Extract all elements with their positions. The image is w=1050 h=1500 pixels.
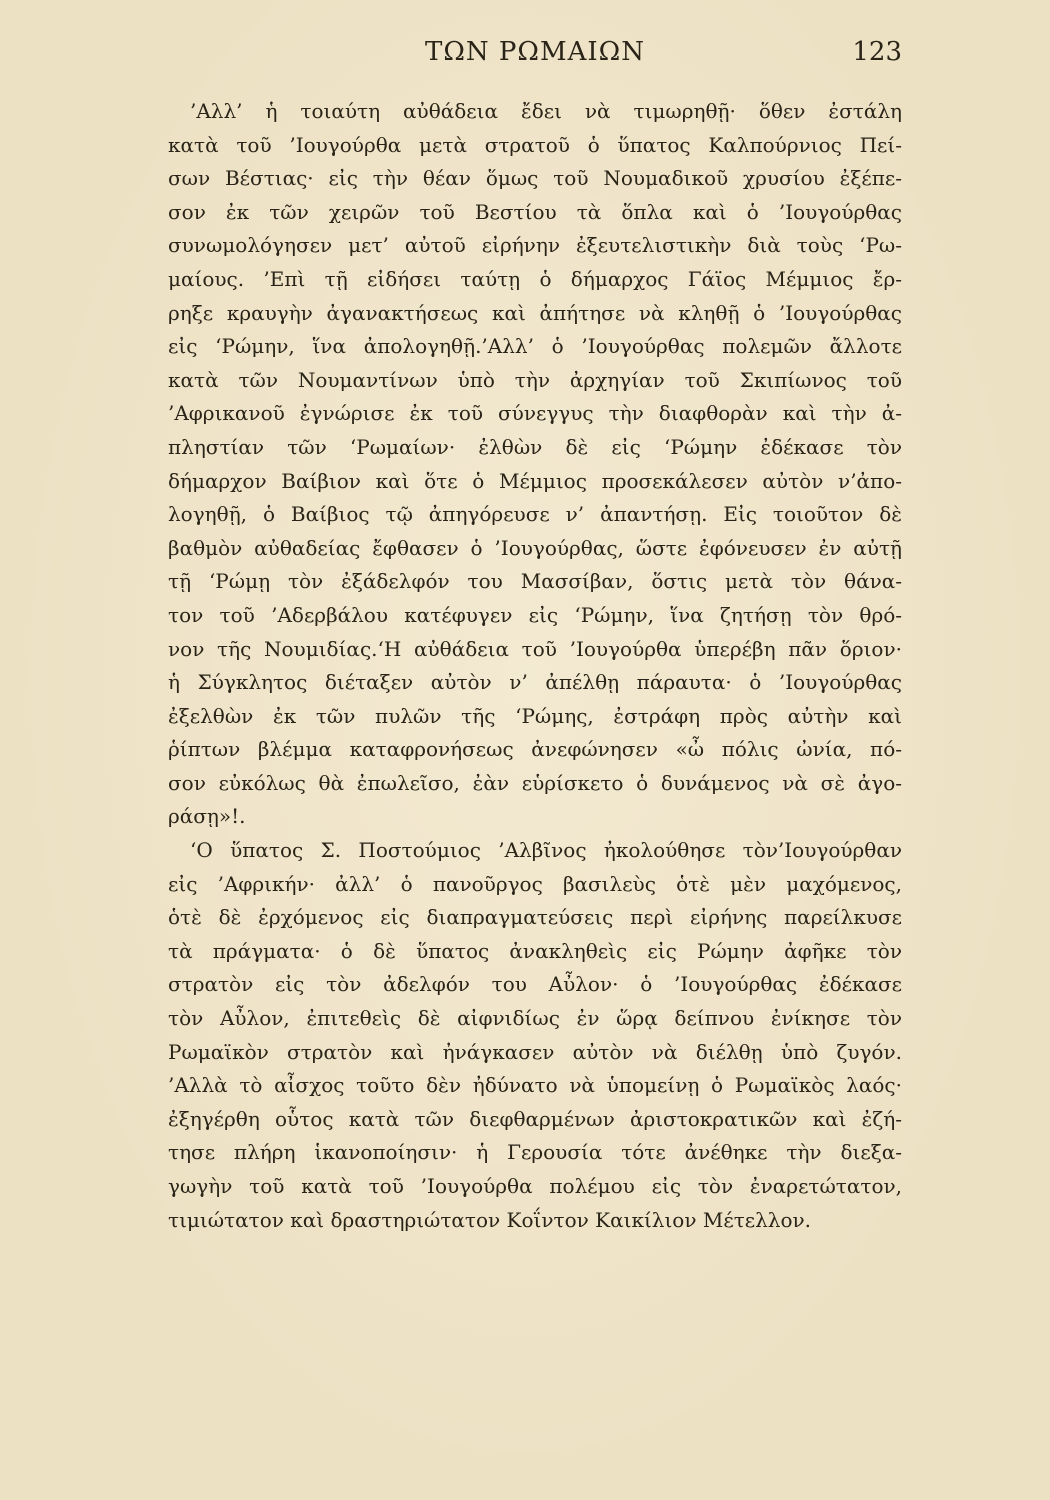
text-line: ὁτὲ δὲ ἐρχόμενος εἰς διαπραγματεύσεις περὶ εἰρήνης παρείλκυσε — [168, 905, 902, 930]
running-head — [168, 32, 902, 72]
text-line: εἰς ‘Ρώμην, ἵνα ἀπολογηθῇ.’Αλλ’ ὁ ’Ιουγούρθας πολεμῶν ἄλλοτε — [168, 334, 902, 359]
text-line: ’Αφρικανοῦ ἐγνώρισε ἐκ τοῦ σύνεγγυς τὴν διαφθορὰν καὶ τὴν ἀ- — [168, 401, 902, 426]
page-number: 123 — [852, 37, 902, 67]
text-line: γωγὴν τοῦ κατὰ τοῦ ’Ιουγούρθα πολέμου εἰς τὸν ἐναρετώτατον, — [168, 1174, 902, 1198]
text-line: νον τῆς Νουμιδίας.‘Η αὐθάδεια τοῦ ’Ιουγούρθα ὑπερέβη πᾶν ὅριον· — [168, 636, 902, 661]
text-line: σων Βέστιας· εἰς τὴν θέαν ὅμως τοῦ Νουμαδικοῦ χρυσίου ἐξέπε- — [168, 166, 902, 191]
text-line: στρατὸν εἰς τὸν ἀδελφόν του Αὖλον· ὁ ’Ιουγούρθας ἐδέκασε — [168, 972, 902, 997]
text-line: ’Αλλὰ τὸ αἶσχος τοῦτο δὲν ἠδύνατο νὰ ὑπομείνῃ ὁ Ρωμαϊκὸς λαός· — [168, 1073, 902, 1098]
text-line: εἰς ’Αφρικήν· ἀλλ’ ὁ πανοῦργος βασιλεὺς ὁτὲ μὲν μαχόμενος, — [168, 871, 902, 896]
text-line: τὰ πράγματα· ὁ δὲ ὕπατος ἀνακληθεὶς εἰς Ρώμην ἀφῆκε τὸν — [168, 938, 902, 963]
text-line: σον ἐκ τῶν χειρῶν τοῦ Βεστίου τὰ ὅπλα καὶ ὁ ’Ιουγούρθας — [168, 199, 902, 224]
text-line: κατὰ τοῦ ’Ιουγούρθα μετὰ στρατοῦ ὁ ὕπατος Καλπούρνιος Πεί- — [168, 132, 902, 157]
text-line: ‘Ο ὕπατος Σ. Ποστούμιος ’Αλβῖνος ἠκολούθησε τὸν’Ιουγούρθαν — [190, 838, 902, 863]
text-line: ἐξηγέρθη οὗτος κατὰ τῶν διεφθαρμένων ἀριστοκρατικῶν καὶ ἐζή- — [168, 1106, 902, 1131]
running-title: ΤΩΝ ΡΩΜΑΙΩΝ — [425, 37, 645, 67]
text-line: τὸν Αὖλον, ἐπιτεθεὶς δὲ αἰφνιδίως ἐν ὥρᾳ δείπνου ἐνίκησε τὸν — [168, 1006, 902, 1031]
text-line: τησε πλήρη ἱκανοποίησιν· ἡ Γερουσία τότε ἀνέθηκε τὴν διεξα- — [168, 1140, 902, 1165]
text-line: ῥίπτων βλέμμα καταφρονήσεως ἀνεφώνησεν «ὦ πόλις ὠνία, πό- — [168, 737, 902, 762]
text-line: Ρωμαϊκὸν στρατὸν καὶ ἠνάγκασεν αὐτὸν νὰ διέλθῃ ὑπὸ ζυγόν. — [168, 1039, 902, 1064]
text-line: ρηξε κραυγὴν ἀγανακτήσεως καὶ ἀπήτησε νὰ κληθῇ ὁ ’Ιουγούρθας — [168, 300, 902, 325]
text-line: τιμιώτατον καὶ δραστηριώτατον Κοΐντον Καικίλιον Μέτελλον. — [168, 1207, 812, 1232]
text-line: σον εὐκόλως θὰ ἐπωλεῖσο, ἐὰν εὑρίσκετο ὁ δυνάμενος νὰ σὲ ἀγο- — [168, 770, 902, 795]
text-line: βαθμὸν αὐθαδείας ἔφθασεν ὁ ’Ιουγούρθας, ὥστε ἐφόνευσεν ἐν αὐτῇ — [168, 535, 902, 560]
text-line: δήμαρχον Βαίβιον καὶ ὅτε ὁ Μέμμιος προσεκάλεσεν αὐτὸν ν’ἀπο- — [168, 468, 902, 493]
text-line: ’Αλλ’ ἡ τοιαύτη αὐθάδεια ἔδει νὰ τιμωρηθῇ· ὅθεν ἐστάλη — [190, 99, 902, 123]
text-line: ἐξελθὼν ἐκ τῶν πυλῶν τῆς ‘Ρώμης, ἐστράφη πρὸς αὐτὴν καὶ — [168, 703, 902, 728]
text-line: τῇ ‘Ρώμῃ τὸν ἐξάδελφόν του Μασσίβαν, ὅστις μετὰ τὸν θάνα- — [168, 569, 902, 594]
text-line: συνωμολόγησεν μετ’ αὐτοῦ εἰρήνην ἐξευτελιστικὴν διὰ τοὺς ‘Ρω- — [168, 233, 902, 258]
text-line: πληστίαν τῶν ‘Ρωμαίων· ἐλθὼν δὲ εἰς ‘Ρώμην ἐδέκασε τὸν — [168, 434, 902, 459]
text-line: λογηθῇ, ὁ Βαίβιος τῷ ἀπηγόρευσε ν’ ἀπαντήσῃ. Εἰς τοιοῦτον δὲ — [168, 502, 902, 527]
text-line: ράσῃ»!. — [168, 804, 246, 829]
text-line: κατὰ τῶν Νουμαντίνων ὑπὸ τὴν ἀρχηγίαν τοῦ Σκιπίωνος τοῦ — [168, 367, 902, 392]
text-line: μαίους. ’Επὶ τῇ εἰδήσει ταύτῃ ὁ δήμαρχος Γάϊος Μέμμιος ἔρ- — [168, 266, 902, 291]
text-line: ἡ Σύγκλητος διέταξεν αὐτὸν ν’ ἀπέλθῃ πάραυτα· ὁ ’Ιουγούρθας — [168, 670, 902, 695]
body-text — [168, 95, 902, 1237]
text-line: τον τοῦ ’Αδερβάλου κατέφυγεν εἰς ‘Ρώμην, ἵνα ζητήσῃ τὸν θρό- — [168, 602, 902, 627]
